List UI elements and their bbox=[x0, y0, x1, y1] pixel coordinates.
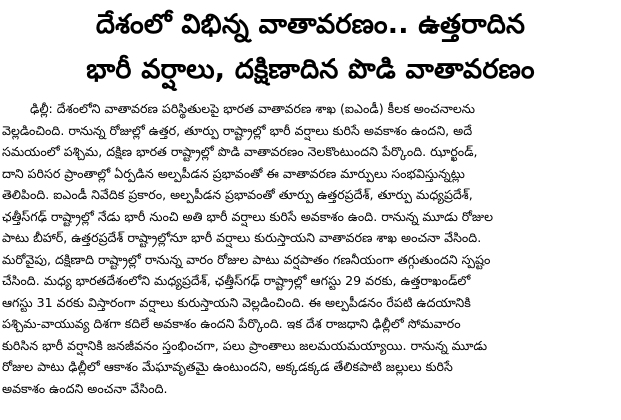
body-line: అవకాశం ఉందని అంచనా వేసింది. bbox=[2, 380, 168, 396]
body-line: ఢిల్లీ: దేశంలోని వాతావరణ పరిస్థితులపై భారత వాతావరణ శాఖ (ఐఎండీ) కీలక అంచనాలను bbox=[30, 101, 475, 116]
body-line: వెల్లడించింది. రానున్న రోజుల్లో ఉత్తర, తూర్పు రాష్ట్రాల్లో భారీ వర్షాలు కురిసే అవకాశం ఉందని, అదే bbox=[2, 122, 473, 138]
body-line: దాని పరిసర ప్రాంతాల్లో ఏర్పడిన అల్పపీడన ప్రభావంతో ఈ వాతావరణ మార్పులు సంభవిస్తున్నట్లు bbox=[2, 165, 465, 181]
body-line: సమయంలో పశ్చిమ, దక్షిణ భారత రాష్ట్రాల్లో పొడి వాతావరణం నెలకొంటుందని పేర్కొంది. ఝార్ఖండ్, bbox=[2, 144, 478, 159]
body-line: చేసింది. మధ్య భారతదేశంలోని మధ్యప్రదేశ్, ఛత్తీస్‌గఢ్ రాష్ట్రాల్లో ఆగస్టు 29 వరకు, ఉత్తరాఖండ్‌లో bbox=[2, 273, 471, 288]
body-line: పశ్చిమ-వాయువ్య దిశగా కదిలే అవకాశం ఉందని పేర్కొంది. ఇక దేశ రాజధాని ఢిల్లీలో సోమవారం bbox=[2, 316, 461, 331]
body-line: తెలిపింది. ఐఎండీ నివేదిక ప్రకారం, అల్పపీడన ప్రభావంతో తూర్పు ఉత్తరప్రదేశ్, తూర్పు మధ్యప్రదేశ్, bbox=[2, 187, 473, 202]
body-line: పాటు బీహార్, ఉత్తరప్రదేశ్ రాష్ట్రాల్లోనూ భారీ వర్షాలు కురుస్తాయని వాతావరణ శాఖ అంచనా వేసింది. bbox=[2, 230, 482, 245]
headline-line-2: భారీ వర్షాలు, దక్షిణాదిన పొడి వాతావరణం bbox=[86, 54, 535, 85]
body-line: కురిసిన భారీ వర్షానికి జనజీవనం స్తంభించగా, పలు ప్రాంతాలు జలమయమయ్యాయి. రానున్న మూడు bbox=[2, 337, 488, 353]
body-line: ఆగస్టు 31 వరకు విస్తారంగా వర్షాలు కురుస్తాయని వెల్లడించింది. ఈ అల్పపీడనం రేపటి ఉదయానికి bbox=[2, 294, 471, 310]
body-line: రోజుల పాటు ఢిల్లీలో ఆకాశం మేఘావృతమై ఉంటుందని, అక్కడక్కడ తేలికపాటి జల్లులు కురిసే bbox=[2, 359, 453, 374]
body-line: మరోవైపు, దక్షిణాది రాష్ట్రాల్లో రానున్న వారం రోజుల పాటు వర్షపాతం గణనీయంగా తగ్గుతుందని స్పష్టం bbox=[2, 251, 491, 267]
article-body bbox=[0, 98, 621, 399]
headline-line-1: దేశంలో విభిన్న వాతావరణం.. ఉత్తరాదిన bbox=[95, 9, 526, 40]
body-line: ఛత్తీస్‌గఢ్ రాష్ట్రాల్లో నేడు భారీ నుంచి అతి భారీ వర్షాలు కురిసే అవకాశం ఉంది. రానున్న మూడు రోజుల bbox=[2, 208, 494, 224]
